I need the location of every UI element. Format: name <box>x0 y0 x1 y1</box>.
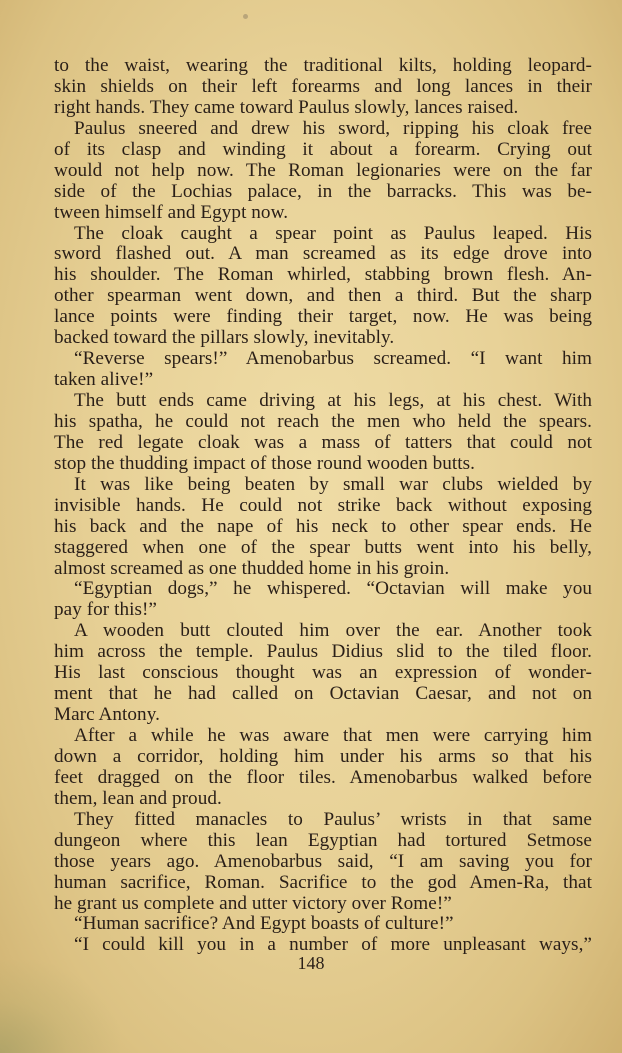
page-number: 148 <box>297 953 325 973</box>
text-line: dungeon where this lean Egyptian had tortured Setmose <box>54 829 592 851</box>
text-line: ment that he had called on Octavian Caesar, and not on <box>54 683 592 705</box>
text-line: tween himself and Egypt now. <box>54 201 289 223</box>
text-line: It was like being beaten by small war clubs wielded by <box>74 473 592 495</box>
text-line: of its clasp and winding it about a forearm. Crying out <box>54 138 592 160</box>
text-line: would not help now. The Roman legionaries were on the far <box>54 159 592 181</box>
text-line: side of the Lochias palace, in the barracks. This was be- <box>54 180 592 202</box>
text-line: his back and the nape of his neck to other spear ends. He <box>54 515 592 537</box>
text-line: “Reverse spears!” Amenobarbus screamed. “I want him <box>74 348 592 370</box>
paper-speck <box>243 14 248 19</box>
text-line: his shoulder. The Roman whirled, stabbing brown flesh. An- <box>54 264 592 286</box>
text-line: him across the temple. Paulus Didius slid to the tiled floor. <box>54 641 592 663</box>
text-line: “Human sacrifice? And Egypt boasts of culture!” <box>74 913 454 935</box>
text-line: almost screamed as one thudded home in his groin. <box>54 557 450 579</box>
text-line: “I could kill you in a number of more unpleasant ways,” <box>74 934 592 956</box>
text-line: other spearman went down, and then a third. But the sharp <box>54 285 592 307</box>
text-line: After a while he was aware that men were carrying him <box>74 725 592 746</box>
text-line: feet dragged on the floor tiles. Amenobarbus walked before <box>54 766 592 788</box>
text-line: backed toward the pillars slowly, inevitably. <box>54 327 395 349</box>
text-line: stop the thudding impact of those round wooden butts. <box>54 452 475 474</box>
text-line: The cloak caught a spear point as Paulus leaped. His <box>74 222 592 244</box>
text-line: to the waist, wearing the traditional kilts, holding leopard- <box>54 55 592 76</box>
text-line: them, lean and proud. <box>54 787 222 809</box>
text-line: lance points were finding their target, now. He was being <box>54 306 592 328</box>
text-line: Paulus sneered and drew his sword, ripping his cloak free <box>74 117 592 139</box>
text-line: sword flashed out. A man screamed as its edge drove into <box>54 243 592 265</box>
text-line: “Egyptian dogs,” he whispered. “Octavian will make you <box>74 578 592 600</box>
text-line: His last conscious thought was an expression of wonder- <box>54 662 592 684</box>
text-line: taken alive!” <box>54 369 154 391</box>
text-line: right hands. They came toward Paulus slowly, lances raised. <box>54 96 519 118</box>
text-line: his spatha, he could not reach the men who held the spears. <box>54 410 592 432</box>
text-line: skin shields on their left forearms and long lances in their <box>54 75 592 97</box>
text-line: The butt ends came driving at his legs, at his chest. With <box>74 390 592 411</box>
text-line: staggered when one of the spear butts went into his belly, <box>54 536 592 558</box>
text-line: They fitted manacles to Paulus’ wrists in that same <box>74 808 592 830</box>
text-line: invisible hands. He could not strike back without exposing <box>54 494 592 516</box>
text-line: down a corridor, holding him under his arms so that his <box>54 745 592 767</box>
text-line: The red legate cloak was a mass of tatters that could not <box>54 431 592 453</box>
text-line: those years ago. Amenobarbus said, “I am saving you for <box>54 850 592 872</box>
body-text <box>54 56 592 956</box>
text-line: A wooden butt clouted him over the ear. Another took <box>74 620 592 642</box>
text-line: human sacrifice, Roman. Sacrifice to the god Amen-Ra, that <box>54 871 592 893</box>
text-line: Marc Antony. <box>54 704 160 726</box>
text-line: he grant us complete and utter victory over Rome!” <box>54 892 452 914</box>
text-line: pay for this!” <box>54 599 157 621</box>
